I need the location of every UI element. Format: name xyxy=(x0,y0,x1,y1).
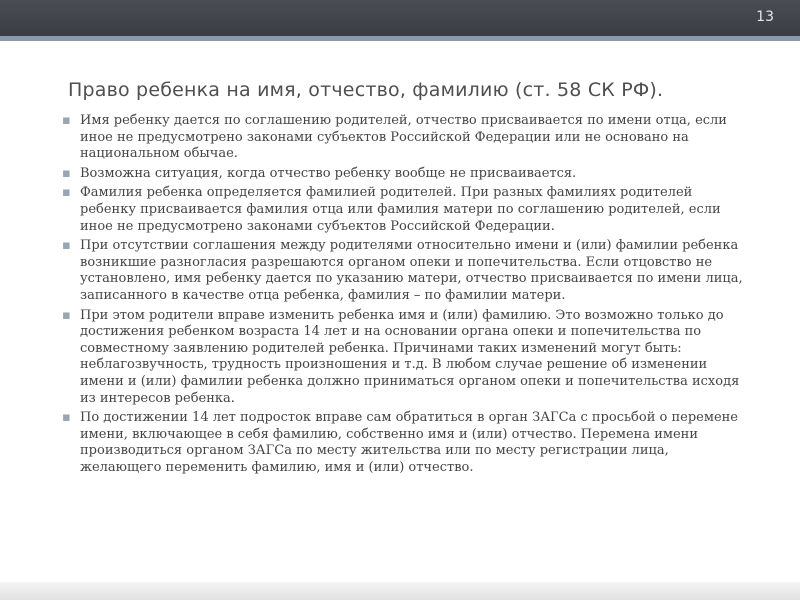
footer-bar xyxy=(0,582,800,600)
slide-number: 13 xyxy=(756,9,774,25)
bullet-list xyxy=(62,113,752,479)
bullet-text: При отсутствии соглашения между родителями относительно имени и (или) фамилии ребенка возникшие разногласия разрешаются органом опеки и попечительства. Если отцовство не установлено, имя ребенку дается по указанию матери, отчество присваивается по имени лица, записанного в качестве отца ребенка, фамилия – по фамилии матери. xyxy=(80,238,743,303)
bullet-icon: ▪ xyxy=(62,113,71,128)
list-item xyxy=(62,185,752,235)
bullet-icon: ▪ xyxy=(62,410,71,426)
bullet-text: По достижении 14 лет подросток вправе сам обратиться в орган ЗАГСа с просьбой о перемене имени, включающее в себя фамилию, собственно имя и (или) отчество. Перемена имени производиться органом ЗАГСа по месту жительства или по месту регистрации лица, желающего переменить фамилию, имя и (или) отчество. xyxy=(80,410,739,475)
accent-line xyxy=(0,36,800,41)
bullet-text: Возможна ситуация, когда отчество ребенку вообще не присваивается. xyxy=(80,165,577,181)
header-bar xyxy=(0,0,800,36)
list-item xyxy=(62,113,752,163)
bullet-text: Фамилия ребенка определяется фамилией родителей. При разных фамилиях родителей ребенку присваивается фамилия отца или фамилия матери по соглашению родителей, если иное не предусмотрено законами субъектов Российской Федерации. xyxy=(80,185,721,234)
slide-title: Право ребенка на имя, отчество, фамилию (ст. 58 СК РФ). xyxy=(68,79,664,101)
list-item xyxy=(62,308,752,408)
bullet-icon: ▪ xyxy=(62,165,71,181)
bullet-icon: ▪ xyxy=(62,185,71,201)
bullet-text: При этом родители вправе изменить ребенка имя и (или) фамилию. Это возможно только до достижения ребенком возраста 14 лет и на основании органа опеки и попечительства по совместному заявлению родителей ребенка. Причинами таких изменений могут быть: неблагозвучность, трудность произношения и т.д. В любом случае решение об изменении имени и (или) фамилии ребенка должно приниматься органом опеки и попечительства исходя из интересов ребенка. xyxy=(80,307,740,406)
bullet-icon: ▪ xyxy=(62,238,71,254)
list-item xyxy=(62,238,752,304)
list-item xyxy=(62,410,752,476)
bullet-text: Имя ребенку дается по соглашению родителей, отчество присваивается по имени отца, если иное не предусмотрено законами субъектов Российской Федерации или не основано на национальном обычае. xyxy=(80,113,727,162)
list-item xyxy=(62,166,752,183)
bullet-icon: ▪ xyxy=(62,307,71,323)
